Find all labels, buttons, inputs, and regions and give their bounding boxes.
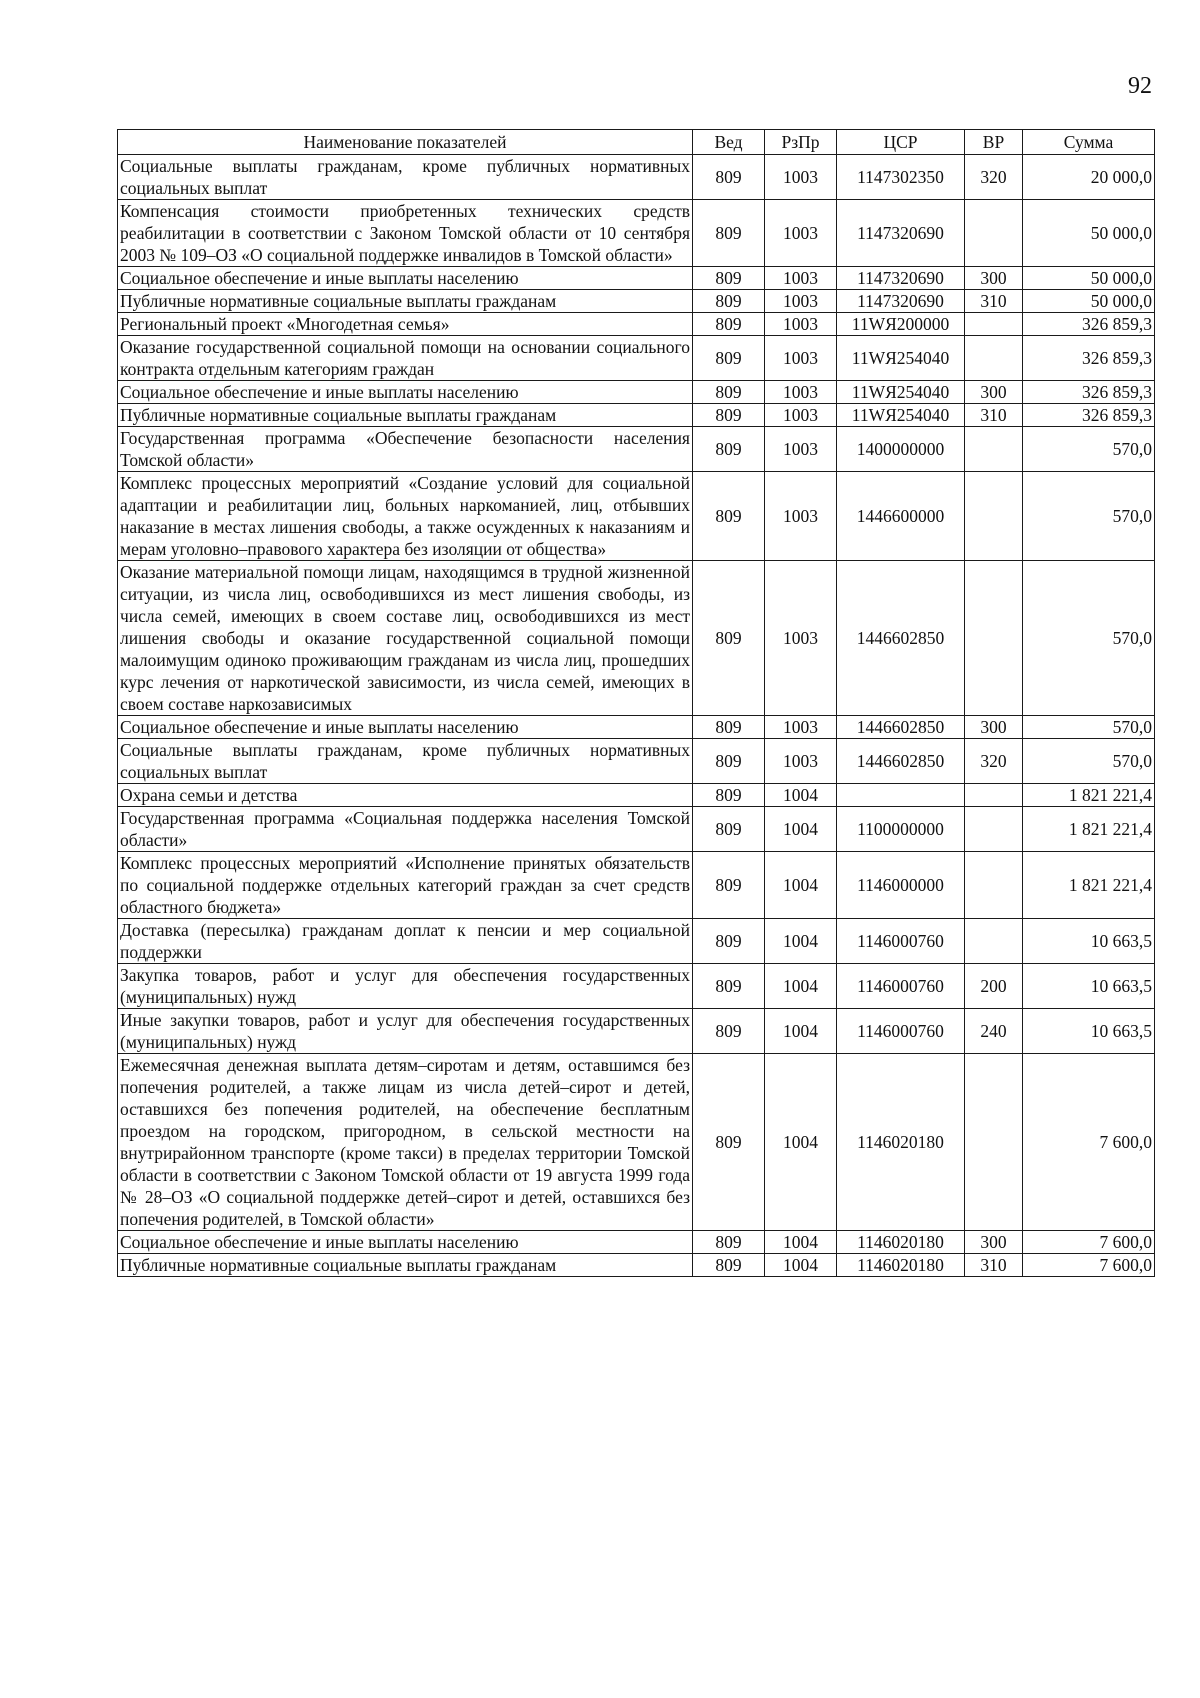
table-row	[118, 155, 1155, 200]
table-row	[118, 313, 1155, 336]
table-row	[118, 267, 1155, 290]
table-row	[118, 739, 1155, 784]
header-sum: Сумма	[1023, 130, 1155, 155]
cell-name: Социальное обеспечение и иные выплаты населению	[118, 716, 693, 739]
cell-vr	[965, 336, 1023, 381]
table-row	[118, 852, 1155, 919]
cell-csr: 1146020180	[837, 1054, 965, 1231]
cell-vr	[965, 807, 1023, 852]
cell-name: Публичные нормативные социальные выплаты гражданам	[118, 404, 693, 427]
cell-sum: 1 821 221,4	[1023, 807, 1155, 852]
cell-rzpr: 1003	[765, 404, 837, 427]
cell-rzpr: 1003	[765, 739, 837, 784]
cell-ved: 809	[693, 313, 765, 336]
cell-csr: 1400000000	[837, 427, 965, 472]
cell-ved: 809	[693, 964, 765, 1009]
cell-csr: 1146020180	[837, 1231, 965, 1254]
cell-sum: 50 000,0	[1023, 267, 1155, 290]
cell-sum: 10 663,5	[1023, 1009, 1155, 1054]
table-row	[118, 1231, 1155, 1254]
cell-sum: 1 821 221,4	[1023, 852, 1155, 919]
cell-rzpr: 1003	[765, 290, 837, 313]
cell-rzpr: 1003	[765, 716, 837, 739]
cell-sum: 570,0	[1023, 561, 1155, 716]
table-row	[118, 1054, 1155, 1231]
cell-vr: 300	[965, 381, 1023, 404]
cell-csr: 11WЯ200000	[837, 313, 965, 336]
cell-name: Региональный проект «Многодетная семья»	[118, 313, 693, 336]
cell-sum: 10 663,5	[1023, 919, 1155, 964]
table-row	[118, 1254, 1155, 1277]
cell-rzpr: 1004	[765, 1054, 837, 1231]
cell-ved: 809	[693, 1254, 765, 1277]
cell-name: Охрана семьи и детства	[118, 784, 693, 807]
cell-rzpr: 1003	[765, 381, 837, 404]
table-row	[118, 404, 1155, 427]
cell-sum: 570,0	[1023, 472, 1155, 561]
cell-sum: 570,0	[1023, 716, 1155, 739]
cell-csr: 1100000000	[837, 807, 965, 852]
cell-name: Оказание материальной помощи лицам, находящимся в трудной жизненной ситуации, из числа лиц, освободившихся из мест лишения свободы, из числа семей, имеющих в своем составе лиц, освободившихся из мест лишения свободы и оказание государственной социальной помощи малоимущим одиноко проживающим гражданам из числа лиц, прошедших курс лечения от наркотической зависимости, из числа семей, имеющих в своем составе наркозависимых	[118, 561, 693, 716]
cell-name: Компенсация стоимости приобретенных технических средств реабилитации в соответствии с Законом Томской области от 10 сентября 2003 № 109–ОЗ «О социальной поддержке инвалидов в Томской области»	[118, 200, 693, 267]
cell-rzpr: 1003	[765, 427, 837, 472]
cell-ved: 809	[693, 561, 765, 716]
cell-rzpr: 1003	[765, 267, 837, 290]
cell-rzpr: 1003	[765, 200, 837, 267]
header-rzpr: РзПр	[765, 130, 837, 155]
cell-rzpr: 1003	[765, 561, 837, 716]
cell-ved: 809	[693, 290, 765, 313]
table-row	[118, 336, 1155, 381]
cell-vr	[965, 784, 1023, 807]
cell-ved: 809	[693, 472, 765, 561]
cell-sum: 326 859,3	[1023, 404, 1155, 427]
table-row	[118, 716, 1155, 739]
cell-csr: 1147302350	[837, 155, 965, 200]
cell-vr: 320	[965, 739, 1023, 784]
cell-vr: 300	[965, 267, 1023, 290]
cell-name: Комплекс процессных мероприятий «Создание условий для социальной адаптации и реабилитации лиц, больных наркоманией, лиц, отбывших наказание в местах лишения свободы, а также осужденных к наказаниям и мерам уголовно–правового характера без изоляции от общества»	[118, 472, 693, 561]
cell-csr: 1147320690	[837, 290, 965, 313]
cell-vr: 320	[965, 155, 1023, 200]
cell-ved: 809	[693, 739, 765, 784]
cell-vr	[965, 919, 1023, 964]
table-row	[118, 561, 1155, 716]
cell-csr: 1446602850	[837, 739, 965, 784]
cell-vr	[965, 1054, 1023, 1231]
cell-vr	[965, 313, 1023, 336]
cell-vr: 240	[965, 1009, 1023, 1054]
cell-rzpr: 1003	[765, 336, 837, 381]
cell-vr: 200	[965, 964, 1023, 1009]
cell-name: Социальные выплаты гражданам, кроме публичных нормативных социальных выплат	[118, 739, 693, 784]
cell-csr: 1446602850	[837, 716, 965, 739]
table-row	[118, 472, 1155, 561]
cell-csr: 1146000760	[837, 964, 965, 1009]
cell-sum: 326 859,3	[1023, 381, 1155, 404]
cell-csr: 11WЯ254040	[837, 404, 965, 427]
table-row	[118, 1009, 1155, 1054]
cell-rzpr: 1004	[765, 784, 837, 807]
cell-ved: 809	[693, 1231, 765, 1254]
cell-name: Государственная программа «Социальная поддержка населения Томской области»	[118, 807, 693, 852]
cell-ved: 809	[693, 200, 765, 267]
cell-vr: 310	[965, 404, 1023, 427]
cell-sum: 7 600,0	[1023, 1231, 1155, 1254]
cell-vr	[965, 561, 1023, 716]
cell-vr	[965, 427, 1023, 472]
cell-rzpr: 1004	[765, 1009, 837, 1054]
cell-sum: 326 859,3	[1023, 336, 1155, 381]
header-vr: ВР	[965, 130, 1023, 155]
cell-rzpr: 1004	[765, 919, 837, 964]
cell-name: Комплекс процессных мероприятий «Исполнение принятых обязательств по социальной поддержке отдельных категорий граждан за счет средств областного бюджета»	[118, 852, 693, 919]
cell-name: Закупка товаров, работ и услуг для обеспечения государственных (муниципальных) нужд	[118, 964, 693, 1009]
cell-sum: 20 000,0	[1023, 155, 1155, 200]
cell-ved: 809	[693, 404, 765, 427]
cell-ved: 809	[693, 852, 765, 919]
cell-ved: 809	[693, 919, 765, 964]
cell-csr	[837, 784, 965, 807]
cell-sum: 7 600,0	[1023, 1054, 1155, 1231]
cell-name: Публичные нормативные социальные выплаты гражданам	[118, 290, 693, 313]
cell-ved: 809	[693, 427, 765, 472]
cell-name: Доставка (пересылка) гражданам доплат к пенсии и мер социальной поддержки	[118, 919, 693, 964]
cell-sum: 1 821 221,4	[1023, 784, 1155, 807]
cell-sum: 326 859,3	[1023, 313, 1155, 336]
cell-name: Социальное обеспечение и иные выплаты населению	[118, 381, 693, 404]
cell-rzpr: 1003	[765, 472, 837, 561]
cell-sum: 50 000,0	[1023, 200, 1155, 267]
cell-rzpr: 1004	[765, 964, 837, 1009]
cell-name: Государственная программа «Обеспечение безопасности населения Томской области»	[118, 427, 693, 472]
cell-rzpr: 1004	[765, 1231, 837, 1254]
cell-name: Социальные выплаты гражданам, кроме публичных нормативных социальных выплат	[118, 155, 693, 200]
cell-rzpr: 1003	[765, 155, 837, 200]
cell-ved: 809	[693, 784, 765, 807]
cell-vr: 300	[965, 716, 1023, 739]
cell-ved: 809	[693, 716, 765, 739]
cell-rzpr: 1003	[765, 313, 837, 336]
cell-vr	[965, 852, 1023, 919]
cell-sum: 570,0	[1023, 739, 1155, 784]
cell-csr: 11WЯ254040	[837, 381, 965, 404]
cell-rzpr: 1004	[765, 1254, 837, 1277]
cell-csr: 1146000000	[837, 852, 965, 919]
cell-csr: 1446600000	[837, 472, 965, 561]
cell-ved: 809	[693, 336, 765, 381]
cell-csr: 1147320690	[837, 267, 965, 290]
cell-name: Иные закупки товаров, работ и услуг для обеспечения государственных (муниципальных) нужд	[118, 1009, 693, 1054]
header-name: Наименование показателей	[118, 130, 693, 155]
cell-ved: 809	[693, 267, 765, 290]
cell-name: Социальное обеспечение и иные выплаты населению	[118, 267, 693, 290]
cell-vr	[965, 200, 1023, 267]
cell-vr: 300	[965, 1231, 1023, 1254]
cell-csr: 1146020180	[837, 1254, 965, 1277]
cell-csr: 1446602850	[837, 561, 965, 716]
header-csr: ЦСР	[837, 130, 965, 155]
cell-vr: 310	[965, 290, 1023, 313]
cell-csr: 11WЯ254040	[837, 336, 965, 381]
cell-sum: 7 600,0	[1023, 1254, 1155, 1277]
cell-csr: 1146000760	[837, 919, 965, 964]
cell-rzpr: 1004	[765, 807, 837, 852]
cell-ved: 809	[693, 155, 765, 200]
table-row	[118, 807, 1155, 852]
cell-ved: 809	[693, 1009, 765, 1054]
cell-name: Ежемесячная денежная выплата детям–сиротам и детям, оставшимся без попечения родителей, а также лицам из числа детей–сирот и детей, оставшихся без попечения родителей, на обеспечение бесплатным проездом на городском, пригородном, в сельской местности на внутрирайонном транспорте (кроме такси) в пределах территории Томской области в соответствии с Законом Томской области от 19 августа 1999 года № 28–ОЗ «О социальной поддержке детей–сирот и детей, оставшихся без попечения родителей, в Томской области»	[118, 1054, 693, 1231]
table-row	[118, 784, 1155, 807]
page-number: 92	[1128, 73, 1152, 99]
table-row	[118, 381, 1155, 404]
cell-rzpr: 1004	[765, 852, 837, 919]
header-ved: Вед	[693, 130, 765, 155]
cell-vr	[965, 472, 1023, 561]
cell-ved: 809	[693, 381, 765, 404]
cell-name: Социальное обеспечение и иные выплаты населению	[118, 1231, 693, 1254]
table-row	[118, 964, 1155, 1009]
cell-name: Публичные нормативные социальные выплаты гражданам	[118, 1254, 693, 1277]
cell-csr: 1147320690	[837, 200, 965, 267]
cell-ved: 809	[693, 807, 765, 852]
table-row	[118, 919, 1155, 964]
cell-name: Оказание государственной социальной помощи на основании социального контракта отдельным категориям граждан	[118, 336, 693, 381]
table-row	[118, 427, 1155, 472]
table-row	[118, 200, 1155, 267]
cell-sum: 50 000,0	[1023, 290, 1155, 313]
cell-vr: 310	[965, 1254, 1023, 1277]
table-header-row	[118, 130, 1155, 155]
cell-sum: 570,0	[1023, 427, 1155, 472]
cell-csr: 1146000760	[837, 1009, 965, 1054]
cell-sum: 10 663,5	[1023, 964, 1155, 1009]
budget-table	[117, 129, 1155, 1277]
table-row	[118, 290, 1155, 313]
cell-ved: 809	[693, 1054, 765, 1231]
